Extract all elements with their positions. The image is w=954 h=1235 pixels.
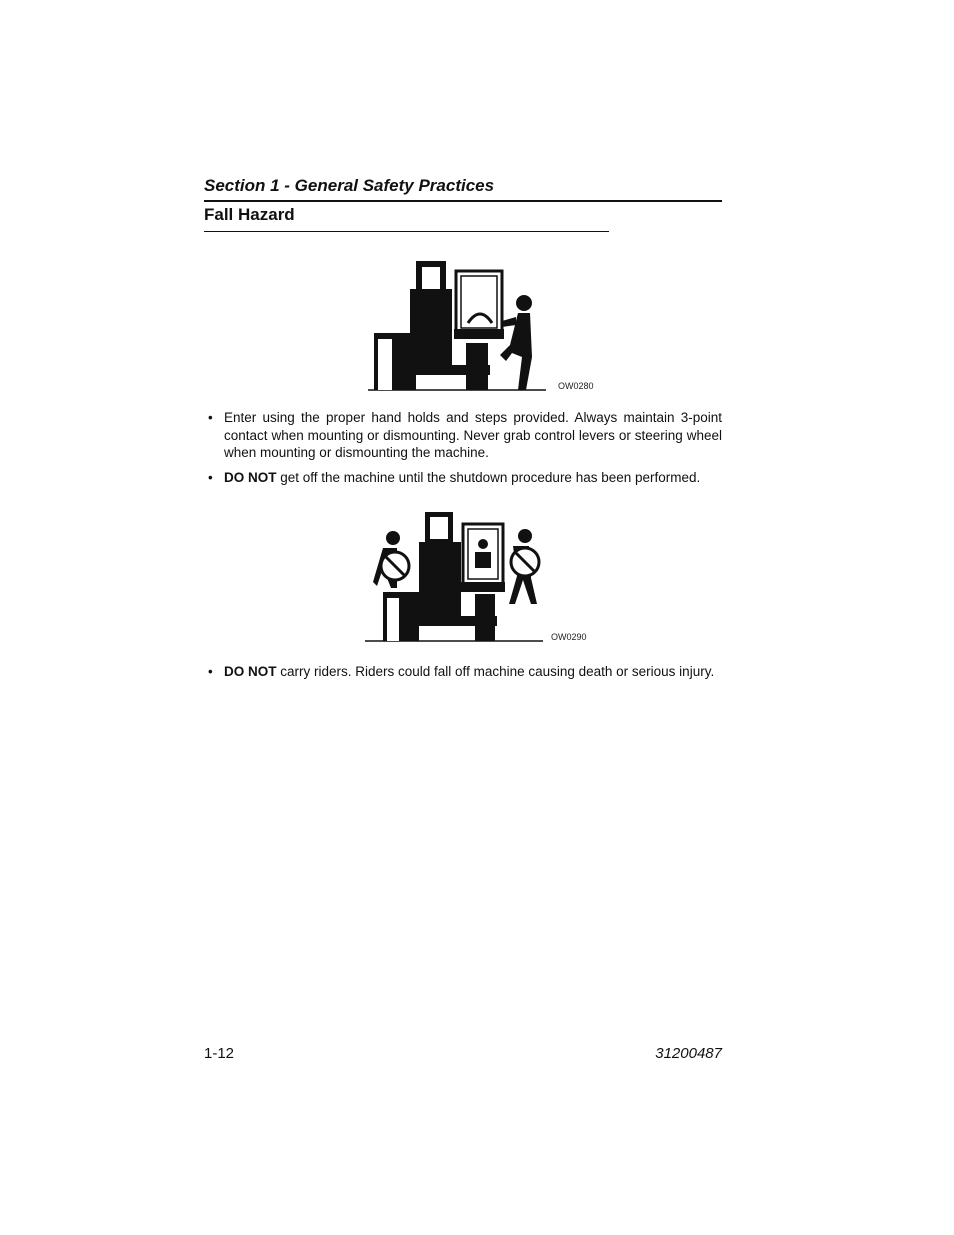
list-item: • DO NOT carry riders. Riders could fall off machine causing death or serious injury.	[204, 663, 722, 681]
subsection-title: Fall Hazard	[204, 205, 609, 232]
figure-id: OW0290	[551, 632, 587, 642]
figure-id: OW0280	[558, 381, 594, 391]
page-number: 1-12	[204, 1045, 235, 1062]
list-item: • Enter using the proper hand holds and steps provided. Always maintain 3-point contact when mounting or dismounting. Never grab control levers or steering wheel when mounting or dismounting the machine.	[204, 409, 722, 462]
section-title: Section 1 - General Safety Practices	[204, 176, 722, 202]
list-item: • DO NOT get off the machine until the shutdown procedure has been performed.	[204, 469, 722, 487]
no-riders-prohibition-icon	[363, 508, 593, 646]
operator-mounting-machine-icon	[366, 257, 596, 395]
bullet-list	[204, 409, 722, 493]
document-number: 31200487	[655, 1045, 722, 1062]
bullet-list	[204, 663, 722, 688]
